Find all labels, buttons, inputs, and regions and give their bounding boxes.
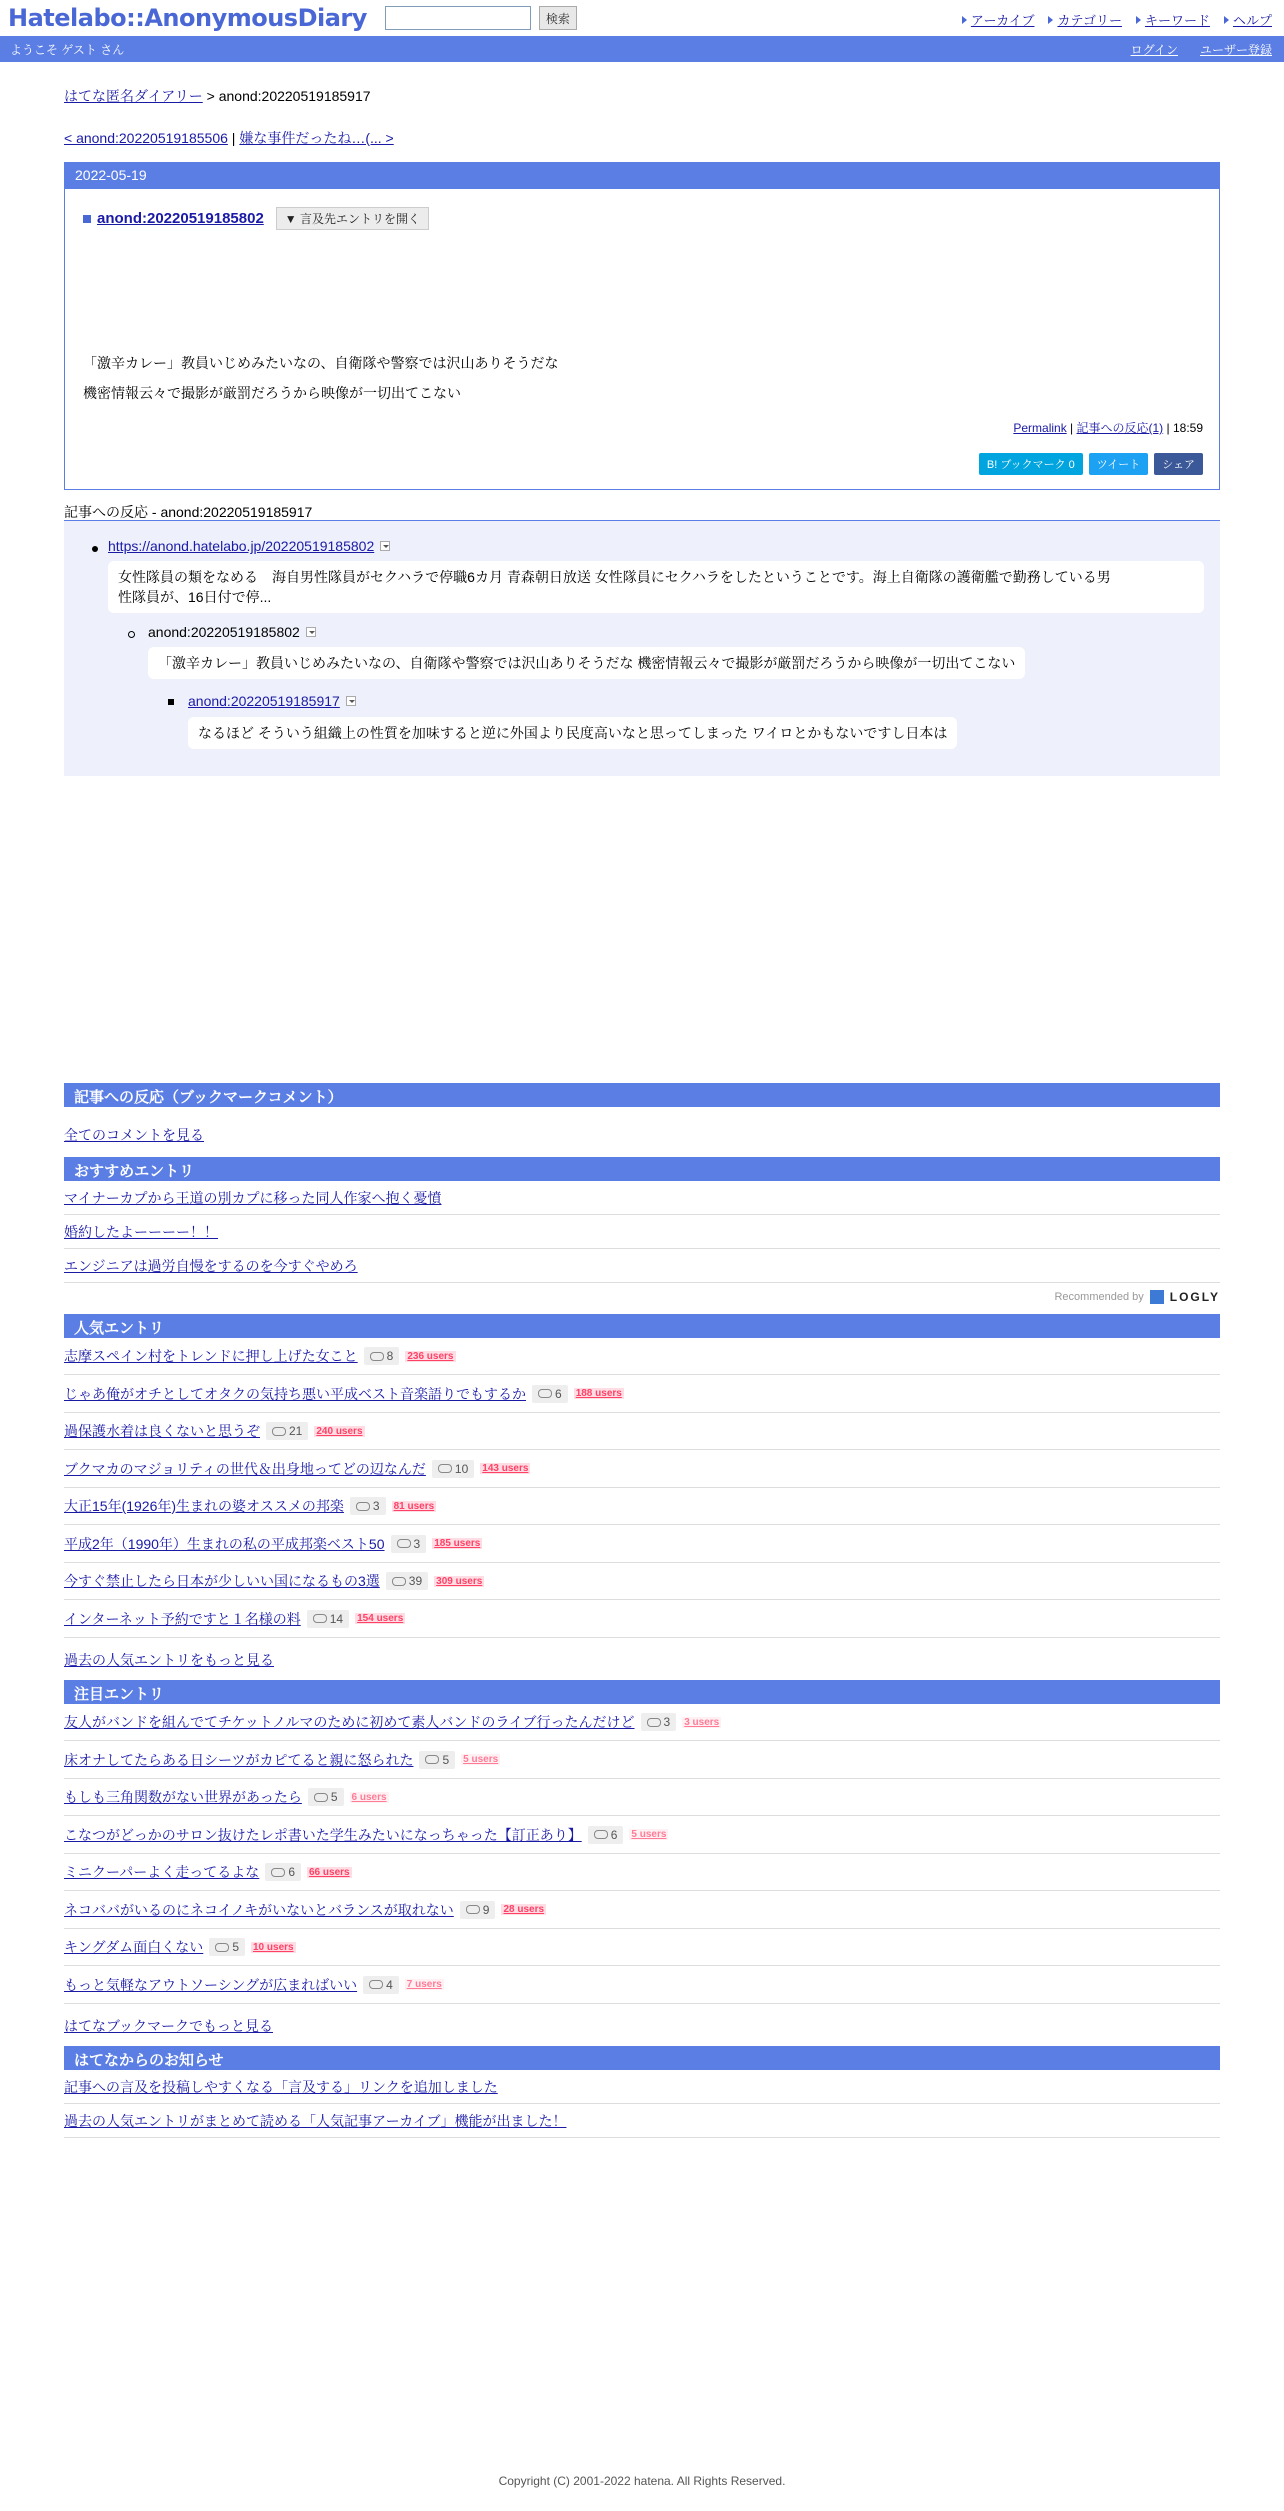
bullet-disc-icon (92, 546, 98, 552)
bookmark-users-badge[interactable]: 28 users (503, 1904, 545, 1915)
breadcrumb-root[interactable]: はてな匿名ダイアリー (64, 88, 203, 104)
comment-count: 14 (329, 1611, 344, 1626)
entry-link[interactable]: もっと気軽なアウトソーシングが広まればいい (64, 1976, 358, 1993)
comment-count-badge[interactable] (391, 1535, 427, 1553)
recommended-link[interactable]: 婚約したよーーーー！！ (64, 1223, 218, 1240)
reactions-label (64, 502, 312, 522)
reaction-item-2 (148, 624, 316, 640)
search-form (385, 6, 577, 30)
comment-count-badge[interactable] (432, 1460, 474, 1478)
news-link[interactable]: 過去の人気エントリがまとめて読める「人気記事アーカイブ」機能が出ました！ (64, 2112, 567, 2129)
nav-help[interactable]: ヘルプ (1232, 13, 1272, 28)
reactions-link[interactable]: 記事への反応(1) (1076, 421, 1164, 435)
comment-count-badge[interactable] (350, 1497, 386, 1515)
chevron-right-icon (962, 16, 967, 24)
reaction-item-1-text-a: 女性隊員の類をなめる 海自男性隊員がセクハラで停職6カ月 青森朝日放送 女性隊員にセクハラをしたということです。海上自衛隊の護衛艦で勤務している男 (118, 569, 1111, 585)
entry-body-line1: 「激辛カレー」教員いじめみたいなの、自衛隊や警察では沢山ありそうだな (83, 355, 559, 371)
comment-count-badge[interactable] (419, 1751, 455, 1769)
comment-count-badge[interactable] (588, 1826, 624, 1844)
bookmark-users-badge[interactable]: 66 users (309, 1866, 350, 1878)
entry-link[interactable]: ミニクーパーよく走ってるよな (64, 1864, 260, 1880)
entry-meta: Permalink | 記事への反応(1) | 18:59 (1013, 421, 1203, 435)
top-header (0, 0, 1284, 36)
reaction-item-3-bubble: なるほど そういう組織上の性質を加味すると逆に外国より民度高いなと思ってしまった ワイロとかもないですし日本は (188, 717, 957, 749)
bookmark-comments-heading: 記事への反応（ブックマークコメント） (64, 1083, 1220, 1107)
bullet-square-icon (168, 699, 174, 705)
comment-count: 8 (386, 1349, 394, 1363)
reactions-label-id: anond:20220519185917 (160, 504, 313, 520)
list-item (64, 1601, 1220, 1638)
bookmark-users-badge[interactable]: 5 users (463, 1754, 499, 1765)
entry-link[interactable]: キングダム面白くない (64, 1939, 204, 1955)
search-button[interactable]: 検索 (539, 6, 577, 30)
entry-link[interactable]: 過保護水着は良くないと思うぞ (64, 1423, 260, 1439)
entry-header (83, 207, 429, 230)
comment-count-badge[interactable] (386, 1572, 428, 1590)
list-item (64, 1854, 1220, 1891)
share-buttons (979, 453, 1203, 475)
footer-copyright: Copyright (C) 2001-2022 hatena. All Rights Reserved. (498, 2474, 786, 2488)
nav-keyword[interactable]: キーワード (1144, 13, 1210, 28)
bookmark-users-badge[interactable]: 143 users (482, 1463, 529, 1474)
entry-link[interactable]: 志摩スペイン村をトレンドに押し上げた女こと (64, 1348, 358, 1364)
entry-link[interactable]: ネコババがいるのにネコイノキがいないとバランスが取れない (64, 1901, 454, 1918)
list-item (64, 1742, 1220, 1779)
list-item (64, 1704, 1220, 1741)
comment-count-badge[interactable] (364, 1347, 400, 1365)
day-section (64, 162, 1220, 490)
reaction-item-2-id: anond:20220519185802 (148, 624, 300, 640)
reactions-label-text: 記事への反応 - (64, 504, 157, 520)
chevron-right-icon (1224, 16, 1229, 24)
recommended-link[interactable]: マイナーカプから王道の別カプに移った同人作家へ抱く憂憤 (64, 1189, 442, 1206)
bookmark-users-badge[interactable]: 154 users (357, 1613, 404, 1624)
comment-icon (647, 1718, 661, 1727)
attention-more-link[interactable]: はてなブックマークでもっと見る (64, 2018, 274, 2034)
entry-link[interactable]: 今すぐ禁止したら日本が少しいい国になるもの3選 (64, 1573, 380, 1589)
pager-sep: | (231, 130, 236, 146)
bookmark-users-badge[interactable]: 188 users (575, 1388, 622, 1399)
comment-icon (271, 1868, 285, 1877)
logo-part-a: Hatelabo:: (8, 4, 145, 32)
prev-entry-link[interactable]: < anond:20220519185506 (64, 130, 228, 146)
logly-label[interactable]: LOGLY (1169, 1290, 1220, 1304)
reactions-tree (64, 520, 1220, 776)
top-nav (962, 10, 1272, 29)
site-logo[interactable] (8, 4, 367, 32)
register-link[interactable]: ユーザー登録 (1199, 43, 1272, 57)
comment-count: 5 (442, 1752, 450, 1767)
comment-count: 6 (610, 1827, 618, 1842)
list-item (64, 1215, 1220, 1249)
popular-more-link[interactable]: 過去の人気エントリをもっと見る (64, 1652, 274, 1668)
pager (64, 128, 394, 148)
comment-icon (538, 1389, 552, 1398)
bookmark-users-badge[interactable]: 236 users (407, 1350, 454, 1362)
list-item (64, 1376, 1220, 1413)
recommended-heading: おすすめエントリ (64, 1157, 1220, 1181)
comment-count: 3 (663, 1715, 671, 1729)
bookmark-users-badge[interactable]: 81 users (393, 1500, 435, 1512)
news-heading: はてなからのお知らせ (64, 2046, 1220, 2070)
list-item (64, 1181, 1220, 1215)
comment-count: 6 (555, 1386, 562, 1401)
comment-count: 3 (413, 1536, 421, 1551)
reaction-item-3-link[interactable]: anond:20220519185917 (188, 693, 340, 709)
comment-count: 21 (289, 1424, 303, 1438)
search-input[interactable] (385, 6, 531, 30)
list-item (64, 1249, 1220, 1283)
reaction-item-3 (188, 693, 356, 709)
bookmark-users-badge[interactable]: 309 users (436, 1575, 483, 1587)
popular-heading: 人気エントリ (64, 1314, 1220, 1338)
list-item (64, 1929, 1220, 1966)
dropdown-icon[interactable] (346, 696, 356, 706)
news-link[interactable]: 記事への言及を投稿しやすくなる「言及する」リンクを追加しました (64, 2078, 498, 2095)
attention-heading: 注目エントリ (64, 1680, 1220, 1704)
bullet-circle-icon (128, 631, 135, 638)
day-date: 2022-05-19 (65, 163, 1219, 189)
list-item (64, 1413, 1220, 1450)
list-item (64, 1451, 1220, 1488)
recommended-link[interactable]: エンジニアは過労自慢をするのを今すぐやめろ (64, 1257, 358, 1274)
chevron-right-icon (1048, 16, 1053, 24)
comment-icon (466, 1905, 480, 1914)
entry-link[interactable]: インターネット予約ですと１名様の料 (64, 1610, 301, 1627)
list-item (64, 1563, 1220, 1600)
square-icon (83, 215, 91, 223)
all-comments-link[interactable]: 全てのコメントを見る (64, 1127, 204, 1143)
comment-icon (370, 1352, 384, 1361)
entry-link[interactable]: ブクマカのマジョリティの世代＆出身地ってどの辺なんだ (64, 1460, 426, 1477)
comment-count-badge[interactable] (363, 1976, 399, 1994)
comment-count: 5 (232, 1940, 239, 1954)
comment-icon (594, 1830, 608, 1839)
nav-category[interactable]: カテゴリー (1057, 13, 1122, 28)
nav-archive[interactable]: アーカイブ (970, 13, 1035, 28)
comment-icon (425, 1755, 439, 1764)
comment-count: 5 (330, 1790, 338, 1804)
list-item (64, 1779, 1220, 1816)
bookmark-users-badge[interactable]: 10 users (253, 1941, 294, 1953)
comment-count-badge[interactable] (266, 1422, 308, 1440)
comment-icon (272, 1427, 286, 1436)
comment-icon (356, 1502, 370, 1511)
logly-logo-icon (1150, 1290, 1164, 1304)
welcome-text: ようこそ ゲスト さん (10, 42, 125, 57)
entry-link[interactable]: もしも三角関数がない世界があったら (64, 1789, 302, 1805)
permalink[interactable]: Permalink (1013, 421, 1067, 435)
comment-icon (215, 1943, 229, 1952)
entry-link[interactable]: 床オナしてたらある日シーツがカピてると親に怒られた (64, 1751, 414, 1768)
breadcrumb-current: anond:20220519185917 (218, 88, 371, 104)
comment-count-badge[interactable] (265, 1863, 301, 1881)
comment-count-badge[interactable] (532, 1385, 568, 1403)
facebook-share-button[interactable]: シェア (1154, 453, 1203, 475)
comment-icon (438, 1464, 452, 1473)
bookmark-users-badge[interactable]: 3 users (684, 1716, 720, 1728)
list-item (64, 1488, 1220, 1525)
dropdown-icon[interactable] (306, 627, 316, 637)
entry-link[interactable]: 平成2年（1990年）生まれの私の平成邦楽ベスト50 (64, 1535, 385, 1552)
comment-count: 4 (386, 1977, 393, 1992)
comment-icon (397, 1539, 411, 1548)
comment-count: 10 (454, 1461, 469, 1476)
entry-link[interactable]: こなつがどっかのサロン抜けたレポ書いた学生みたいになっちゃった【訂正あり】 (64, 1826, 582, 1843)
recommended-by (1054, 1290, 1220, 1304)
entry-link[interactable]: じゃあ俺がオチとしてオタクの気持ち悪い平成ベスト音楽語りでもするか (64, 1385, 526, 1402)
comment-count: 9 (482, 1902, 490, 1917)
chevron-right-icon (1136, 16, 1141, 24)
comment-count-badge[interactable] (460, 1901, 496, 1919)
list-item (64, 2104, 1220, 2138)
reaction-item-1-link[interactable]: https://anond.hatelabo.jp/20220519185802 (108, 538, 375, 554)
reaction-item-2-bubble: 「激辛カレー」教員いじめみたいなの、自衛隊や警察では沢山ありそうだな 機密情報云々で撮影が厳罰だろうから映像が一切出てこない (148, 647, 1025, 679)
dropdown-icon[interactable] (380, 541, 390, 551)
logo-part-b: AnonymousDiary (144, 4, 367, 32)
comment-count-badge[interactable] (641, 1713, 677, 1731)
comment-icon (313, 1614, 327, 1623)
bookmark-users-badge[interactable]: 240 users (316, 1425, 363, 1437)
entry-body-line2: 機密情報云々で撮影が厳罰だろうから映像が一切出てこない (83, 385, 461, 401)
entry-title-link[interactable]: anond:20220519185802 (97, 210, 264, 227)
list-item (64, 1967, 1220, 2004)
comment-count-badge[interactable] (209, 1938, 245, 1956)
comment-icon (392, 1577, 406, 1586)
hatena-bookmark-button[interactable]: B! ブックマーク 0 (979, 453, 1083, 475)
entry-link[interactable]: 大正15年(1926年)生まれの婆オススメの邦楽 (64, 1498, 344, 1514)
bookmark-users-badge[interactable]: 6 users (351, 1791, 387, 1803)
open-mention-button[interactable]: ▼ 言及先エントリを開く (276, 207, 429, 230)
bookmark-users-badge[interactable]: 5 users (631, 1829, 667, 1840)
comment-count: 39 (408, 1574, 423, 1588)
comment-count: 6 (288, 1865, 295, 1879)
list-item (64, 1817, 1220, 1854)
list-item (64, 1892, 1220, 1929)
comment-count: 3 (372, 1499, 380, 1513)
entry-link[interactable]: 友人がバンドを組んでてチケットノルマのために初めて素人バンドのライブ行ったんだけど (64, 1714, 635, 1730)
login-link[interactable]: ログイン (1130, 43, 1178, 57)
bookmark-users-badge[interactable]: 7 users (406, 1979, 442, 1990)
list-item (64, 1526, 1220, 1563)
entry-time: 18:59 (1172, 421, 1203, 435)
bookmark-users-badge[interactable]: 185 users (434, 1538, 481, 1549)
reaction-item-1 (108, 538, 390, 554)
tweet-button[interactable]: ツイート (1089, 453, 1148, 475)
breadcrumb (64, 86, 371, 106)
list-item (64, 1338, 1220, 1375)
recommended-by-label: Recommended by (1054, 1291, 1144, 1303)
comment-count-badge[interactable] (307, 1610, 349, 1628)
reaction-item-1-bubble (108, 561, 1204, 613)
breadcrumb-sep: > (206, 88, 215, 104)
comment-icon (314, 1793, 328, 1802)
list-item (64, 2070, 1220, 2104)
comment-icon (369, 1980, 383, 1989)
user-bar (0, 36, 1284, 62)
comment-count-badge[interactable] (308, 1788, 344, 1806)
next-entry-link[interactable]: 嫌な事件だったね…(... > (239, 130, 394, 146)
reaction-item-1-text-b: 性隊員が、16日付で停... (118, 589, 272, 605)
